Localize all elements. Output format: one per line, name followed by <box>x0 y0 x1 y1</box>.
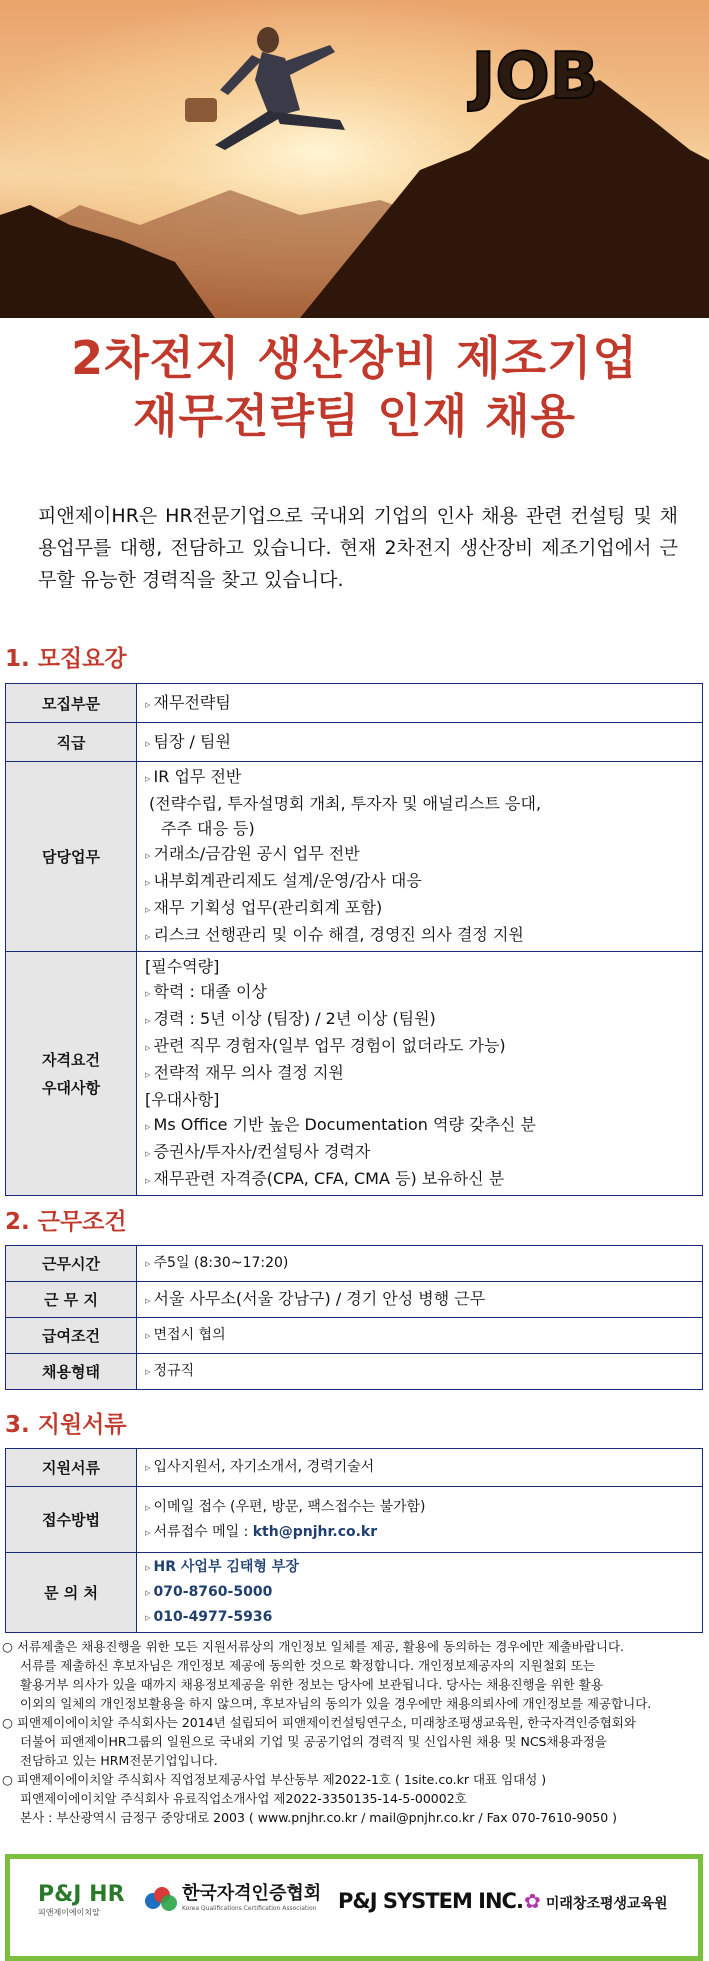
section-title-conditions: 2. 근무조건 <box>5 1209 127 1235</box>
job-sign-text: JOB <box>471 40 599 114</box>
logo-mirae <box>524 1889 668 1913</box>
kqca-emblem-icon <box>144 1885 178 1913</box>
pref-item: Ms Office 기반 높은 Documentation 역량 갖추신 분 <box>153 1115 536 1134</box>
logo-pnj-system: P&J SYSTEM INC. <box>338 1889 523 1913</box>
value-mail-label: 서류접수 메일 : <box>153 1523 253 1540</box>
note-line: 피앤제이에이치알 주식회사는 2014년 설립되어 피앤제이컨설팅연구소, 미래창조평생교육원, 한국자격인증협회와 <box>16 1715 636 1730</box>
note-line: 서류를 제출하신 후보자님은 개인정보 제공에 동의한 것으로 확정합니다. 개인정보제공자의 지원철회 또는 <box>20 1658 596 1673</box>
page-title-line1: 2차전지 생산장비 제조기업 <box>71 331 638 385</box>
label-qual-requirements: 자격요건 <box>42 1050 100 1069</box>
duty-item: 내부회계관리제도 설계/운영/감사 대응 <box>153 871 422 890</box>
intro-paragraph: 피앤제이HR은 HR전문기업으로 국내외 기업의 인사 채용 관련 컨설팅 및 채용업무를 대행, 전담하고 있습니다. 현재 2차전지 생산장비 제조기업에서 근무할 유능한 경력직을 찾고 있습니다. <box>38 505 678 591</box>
value-position: 팀장 / 팀원 <box>153 731 231 751</box>
pref-heading: [우대사항] <box>145 1090 220 1109</box>
value-docs: 입사지원서, 자기소개서, 경력기술서 <box>153 1459 375 1475</box>
page-title-line2: 재무전략팀 인재 채용 <box>133 389 576 443</box>
label-duty: 담당업무 <box>6 762 137 952</box>
label-contact: 문 의 처 <box>6 1553 137 1633</box>
note-line: 본사 : 부산광역시 금정구 중앙대로 2003 ( www.pnjhr.co.kr / mail@pnjhr.co.kr / Fax 070-7610-9050 ) <box>20 1810 618 1825</box>
duty-item: 리스크 선행관리 및 이슈 해결, 경영진 의사 결정 지원 <box>153 925 524 944</box>
pref-item: 증권사/투자사/컨설팅사 경력자 <box>153 1142 371 1161</box>
duty-item: 거래소/금감원 공시 업무 전반 <box>153 844 360 863</box>
label-qualification <box>6 952 137 1196</box>
recruit-table: 모집부문 ▹ 재무전략팀 직급 ▹ 팀장 / 팀원 담당업무 ▹ IR 업무 전반 (전략수립, 투자설명회 개최, 투자자 및 애널리스트 응대, 주주 대응 등) ▹ 거래소/금감원 공시 업무 전반 ▹ 내부회계관리제도 설계/운영/감사 대응 ▹ 재무 기획성 업무(관리회계 포함) ▹ 리스크 선행관리 및 이슈 해결, 경영진 의사 결정 지원 자격요건 우대사항 [필수역량] ▹ 학력 : 대졸 이상 ▹ 경력 : 5년 이상 (팀장) / 2년 이상 (팀원) ▹ 관련 직무 경험자(일부 업무 경험이 없더라도 가능) ▹ 전략적 재무 의사 결정 지원 [우대사항] ▹ Ms Office 기반 높은 Documentation 역량 갖추신 분 ▹ 증권사/투자사/컨설팅사 경력자 ▹ 재무관련 자격증(CPA, CFA, CMA 등) 보유하신 분 <box>5 683 703 1196</box>
label-method: 접수방법 <box>6 1487 137 1553</box>
label-work-time: 근무시간 <box>6 1246 137 1282</box>
pref-item: 재무관련 자격증(CPA, CFA, CMA 등) 보유하신 분 <box>153 1169 505 1188</box>
note-line: 활용거부 의사가 있을 때까지 채용정보제공을 위한 정보는 당사에 보관됩니다. 당사는 채용진행을 위한 활용 <box>20 1677 603 1692</box>
note-line: 피앤제이에이치알 주식회사 유료직업소개사업 제2022-3350135-14-5-00002호 <box>20 1791 467 1806</box>
req-item: 관련 직무 경험자(일부 업무 경험이 없더라도 가능) <box>153 1036 506 1055</box>
value-pay: 면접시 협의 <box>153 1327 226 1343</box>
note-line: 전담하고 있는 HRM전문기업입니다. <box>20 1753 218 1768</box>
hero-image <box>0 0 709 318</box>
value-dept: 재무전략팀 <box>153 692 231 712</box>
logo-pnj-hr <box>38 1883 125 1918</box>
label-dept: 모집부문 <box>6 684 137 723</box>
label-work-place: 근 무 지 <box>6 1282 137 1318</box>
section-title-apply: 3. 지원서류 <box>5 1412 127 1438</box>
label-employment-type: 채용형태 <box>6 1354 137 1390</box>
logo-kqca-text: 한국자격인증협회 <box>182 1883 322 1904</box>
label-qual-preferred: 우대사항 <box>42 1078 100 1097</box>
logo-kqca-subtext: Korea Qualifications Certification Association <box>182 1905 317 1912</box>
footer-logos <box>5 1854 703 1961</box>
logo-mirae-text: 미래창조평생교육원 <box>545 1896 668 1912</box>
value-work-time: 주5일 (8:30~17:20) <box>153 1255 289 1271</box>
duty-item: 재무 기획성 업무(관리회계 포함) <box>153 898 383 917</box>
bullet-circle-icon: ○ <box>2 1639 17 1654</box>
bullet-circle-icon: ○ <box>2 1772 17 1787</box>
logo-pnj-hr-subtext: 피앤제이에이치알 <box>38 1908 100 1917</box>
contact-phone-2[interactable]: 010-4977-5936 <box>153 1609 273 1625</box>
section-title-recruit: 1. 모집요강 <box>5 646 127 672</box>
label-docs: 지원서류 <box>6 1449 137 1487</box>
note-line: 더불어 피앤제이HR그룹의 일원으로 국내외 기업 및 공공기업의 경력직 및 신입사원 채용 및 NCS채용과정을 <box>20 1734 607 1749</box>
req-item: 학력 : 대졸 이상 <box>153 982 267 1001</box>
value-employment-type: 정규직 <box>153 1363 195 1379</box>
logo-pnj-hr-text: P&J HR <box>38 1882 125 1907</box>
value-work-place: 서울 사무소(서울 강남구) / 경기 안성 병행 근무 <box>153 1289 486 1308</box>
notes-block <box>2 1637 707 1827</box>
note-line: 이외의 일체의 개인정보활용을 하지 않으며, 후보자님의 동의가 있을 경우에만 채용의뢰사에 개인정보를 제공합니다. <box>20 1696 652 1711</box>
apply-email-link[interactable]: kth@pnjhr.co.kr <box>252 1523 378 1540</box>
duty-item: IR 업무 전반 <box>153 767 242 786</box>
bullet-circle-icon: ○ <box>2 1715 17 1730</box>
value-method: 이메일 접수 (우편, 방문, 팩스접수는 불가함) <box>153 1498 426 1515</box>
contact-person: HR 사업부 김태형 부장 <box>153 1559 299 1575</box>
conditions-table: 근무시간 ▹ 주5일 (8:30~17:20) 근 무 지 ▹ 서울 사무소(서울 강남구) / 경기 안성 병행 근무 급여조건 ▹ 면접시 협의 채용형태 ▹ 정규직 <box>5 1245 703 1390</box>
hero-illustration <box>0 0 709 318</box>
req-heading: [필수역량] <box>145 957 220 976</box>
note-line: 서류제출은 채용진행을 위한 모든 지원서류상의 개인정보 일체를 제공, 활용에 동의하는 경우에만 제출바랍니다. <box>16 1639 624 1654</box>
req-item: 경력 : 5년 이상 (팀장) / 2년 이상 (팀원) <box>153 1009 436 1028</box>
apply-table: 지원서류 ▹ 입사지원서, 자기소개서, 경력기술서 접수방법 ▹ 이메일 접수 (우편, 방문, 팩스접수는 불가함) ▹ 서류접수 메일 : kth@pnjhr.co.kr 문 의 처 ▹ HR 사업부 김태형 부장 ▹ 070-8760-5000 ▹ 010-4977-5936 <box>5 1448 703 1633</box>
duty-item: 주주 대응 등) <box>161 819 255 838</box>
label-pay: 급여조건 <box>6 1318 137 1354</box>
note-line: 피앤제이에이치알 주식회사 직업정보제공사업 부산동부 제2022-1호 ( 1site.co.kr 대표 임대성 ) <box>16 1772 547 1787</box>
req-item: 전략적 재무 의사 결정 지원 <box>153 1063 344 1082</box>
contact-phone-1[interactable]: 070-8760-5000 <box>153 1584 273 1600</box>
label-position: 직급 <box>6 723 137 762</box>
duty-item: (전략수립, 투자설명회 개최, 투자자 및 애널리스트 응대, <box>149 794 542 813</box>
flower-icon: ✿ <box>524 1889 541 1913</box>
